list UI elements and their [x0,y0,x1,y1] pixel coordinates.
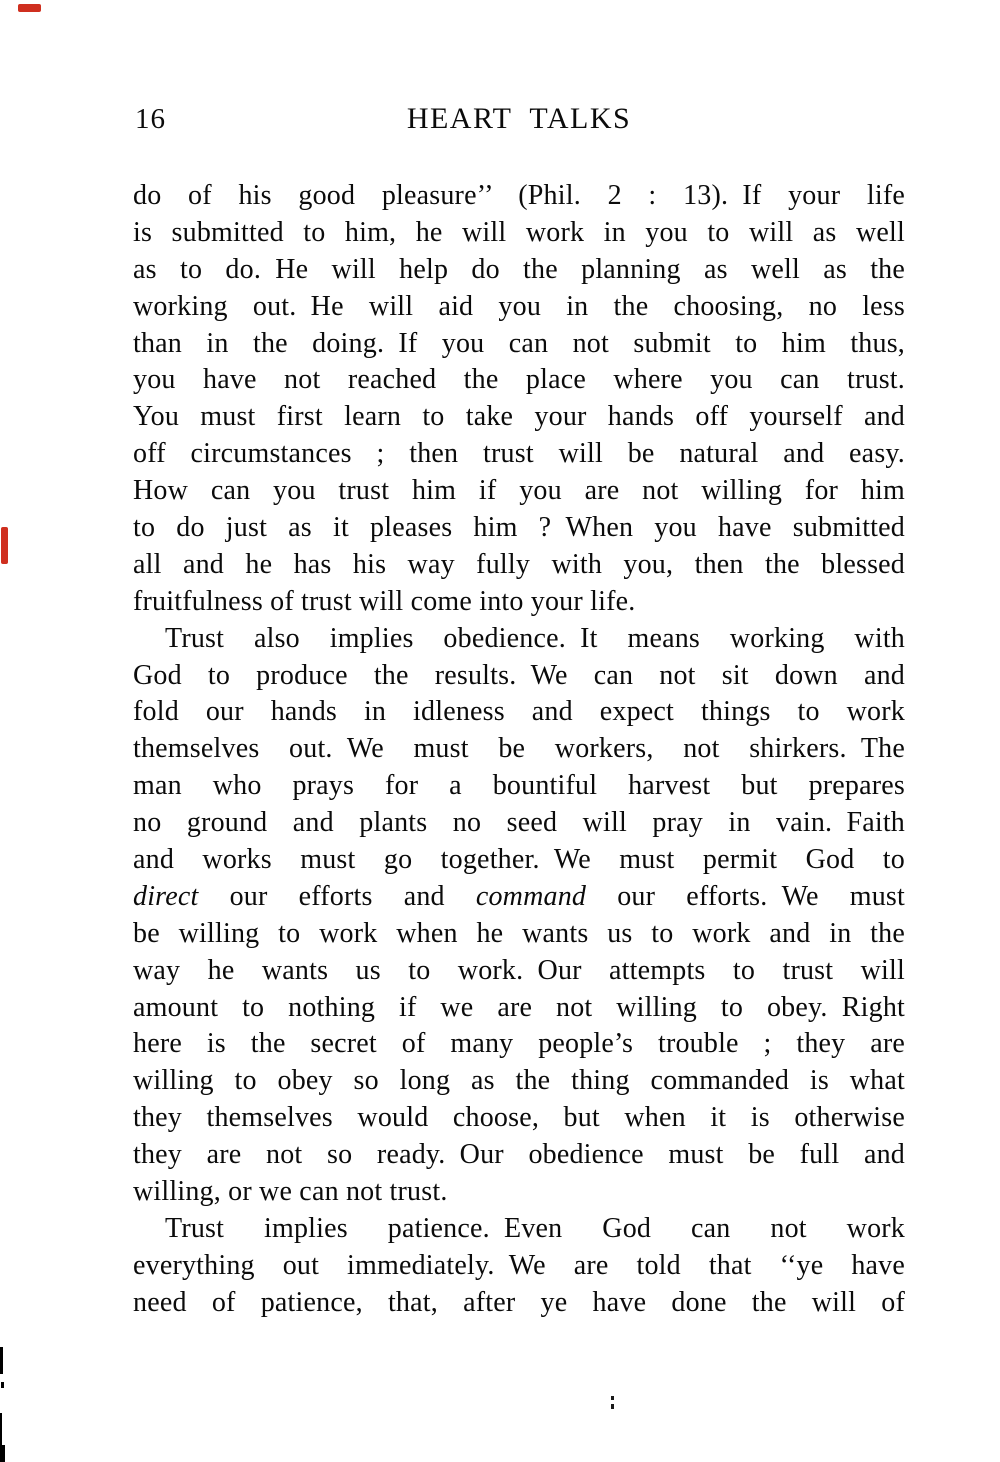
text-line [133,215,905,252]
red-scan-mark-top [18,4,41,12]
text-segment: fruitfulness of trust will come into your life. [133,585,636,617]
italic-text-segment: command [475,880,587,912]
scan-speck [611,1396,614,1400]
text-line [133,879,905,916]
text-line [133,658,905,695]
text-segment: our efforts. We must [586,880,905,912]
text-segment: they themselves would choose, but when it is otherwise [133,1102,905,1134]
text-segment: willing, or we can not trust. [133,1176,448,1208]
text-line [133,916,905,953]
text-segment: our efforts and [198,880,476,912]
text-line [133,289,905,326]
text-segment: here is the secret of many people’s trouble ; they are [133,1028,905,1060]
text-line [133,1248,905,1285]
text-segment: than in the doing. If you can not submit to him thus, [133,327,905,359]
text-line [133,1174,905,1211]
text-line [133,178,905,215]
text-segment: need of patience, that, after ye have done the will of [133,1286,905,1318]
text-line [133,252,905,289]
text-segment: everything out immediately. We are told that ‘‘ye have [133,1249,905,1281]
page-number: 16 [135,103,166,135]
text-line [133,473,905,510]
page-header [133,100,905,140]
text-line [133,1137,905,1174]
text-line [133,805,905,842]
text-segment: do of his good pleasure’’ (Phil. 2 : 13). If your life [133,180,905,211]
text-segment: man who prays for a bountiful harvest but prepares [133,770,905,802]
text-segment: is submitted to him, he will work in you to will as well [133,216,905,248]
text-segment: themselves out. We must be workers, not shirkers. The [133,733,905,765]
text-line [133,842,905,879]
text-line [133,547,905,584]
text-line [133,399,905,436]
scan-edge-artifact [0,1347,3,1374]
text-segment: willing to obey so long as the thing commanded is what [133,1065,905,1097]
text-segment: no ground and plants no seed will pray in vain. Faith [133,807,905,839]
text-line [133,436,905,473]
text-segment: they are not so ready. Our obedience must be full and [133,1139,905,1171]
text-segment: fold our hands in idleness and expect things to work [133,696,905,728]
text-segment: working out. He will aid you in the choosing, no less [133,290,905,322]
body-text [133,178,905,1322]
text-segment: way he wants us to work. Our attempts to trust will [133,954,905,986]
text-segment: be willing to work when he wants us to work and in the [133,917,905,949]
text-segment: How can you trust him if you are not willing for him [133,475,905,507]
text-line [133,731,905,768]
text-segment: to do just as it pleases him ? When you have submitted [133,512,905,544]
text-line [133,1063,905,1100]
text-segment: all and he has his way fully with you, then the blessed [133,548,905,580]
page-title: HEART TALKS [406,102,632,135]
text-line [133,510,905,547]
text-segment: God to produce the results. We can not sit down and [133,659,905,691]
text-segment: Trust also implies obedience. It means working with [165,622,905,654]
text-line [133,1285,905,1322]
text-line [133,768,905,805]
text-line [133,694,905,731]
text-segment: You must first learn to take your hands off yourself and [133,401,905,433]
italic-text-segment: direct [133,880,199,912]
text-segment: you have not reached the place where you can trust. [133,364,905,396]
red-scan-mark-left [1,527,8,564]
text-line [133,326,905,363]
scan-edge-artifact [0,1445,5,1462]
scan-speck [611,1404,614,1409]
text-line [133,362,905,399]
text-segment: off circumstances ; then trust will be natural and easy. [133,438,905,470]
text-line [133,621,905,658]
text-line [133,584,905,621]
text-segment: amount to nothing if we are not willing to obey. Right [133,991,905,1023]
text-line [133,1211,905,1248]
text-segment: as to do. He will help do the planning as well as the [133,253,905,285]
text-segment: Trust implies patience. Even God can not work [165,1212,905,1244]
text-line [133,953,905,990]
text-segment: and works must go together. We must permit God to [133,844,905,876]
text-line [133,1100,905,1137]
text-line [133,1026,905,1063]
scan-edge-artifact [1,1382,4,1388]
text-line [133,990,905,1027]
